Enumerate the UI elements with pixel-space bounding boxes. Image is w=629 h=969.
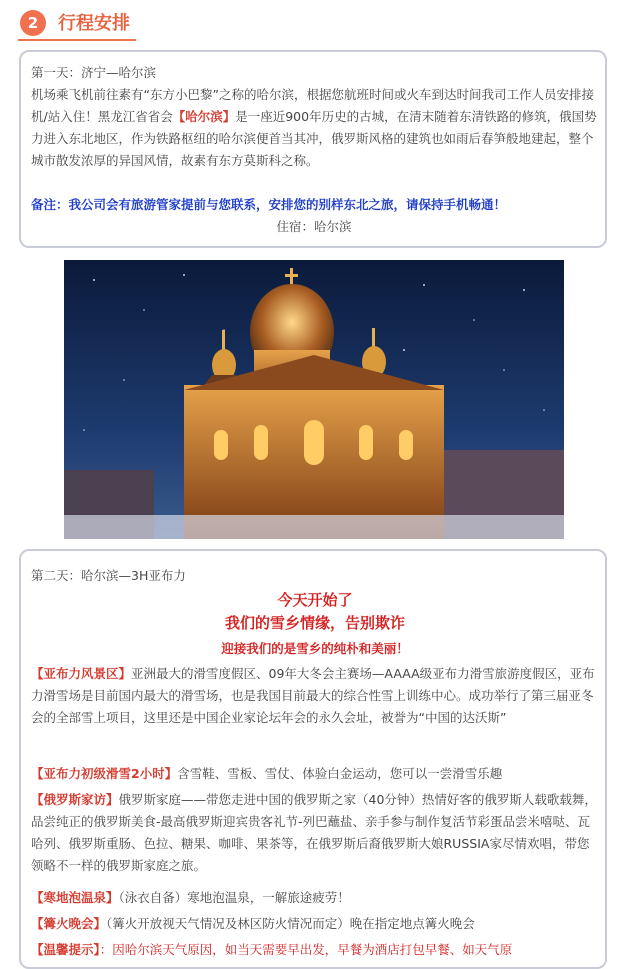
- item-text: （篝火开放视天气情况及林区防火情况而定）晚在指定地点篝火晚会: [106, 916, 475, 931]
- day2-tip: [31, 939, 597, 961]
- day2-item-yabuli-scenic: [31, 663, 597, 729]
- day1-card: [19, 50, 607, 248]
- day2-slogan-2: 我们的雪乡情缘，告别欺诈: [224, 614, 405, 632]
- section-title: 行程安排: [58, 13, 130, 34]
- day1-desc-before: 机场乘飞机前往素有“东方小巴黎”之称的哈尔滨，根据您航班时间或火车到达时间我司工作人员安排接机/站入住！黑龙江省省会: [31, 87, 594, 124]
- item-tag: 【亚布力风景区】: [31, 666, 132, 681]
- tip-tag: 【温馨提示】: [31, 942, 100, 957]
- day2-slogan-1: 今天开始了: [277, 591, 353, 609]
- item-tag: 【亚布力初级滑雪2小时】: [31, 766, 178, 781]
- item-tag: 【俄罗斯家访】: [31, 792, 119, 807]
- item-tag: 【篝火晚会】: [31, 916, 107, 931]
- day2-item-ski: [31, 763, 597, 785]
- day2-title: 第二天：哈尔滨—3H亚布力: [31, 568, 186, 583]
- church-photo: [64, 260, 564, 539]
- item-text: 亚洲最大的滑雪度假区、09年大冬会主赛场—AAAA级亚布力滑雪旅游度假区，亚布力滑雪场是目前国内最大的滑雪场，也是我国目前最大的综合性雪上训练中心。成功举行了第三届亚冬会的全部雪上项目，这里还是中国企业家论坛年会的永久会址，被誉为“中国的达沃斯”: [31, 666, 595, 725]
- day1-city-tag: 【哈尔滨】: [172, 109, 236, 124]
- church-night-image: [64, 260, 564, 539]
- item-text: 含雪鞋、雪板、雪仗、体验白金运动，您可以一尝滑雪乐趣: [177, 766, 503, 781]
- day2-item-russian-visit: [31, 789, 597, 877]
- section-number-badge: 2: [20, 10, 46, 36]
- day1-stay: 住宿：哈尔滨: [276, 219, 352, 234]
- day1-description: [31, 84, 597, 172]
- day1-note: 备注：我公司会有旅游管家提前与您联系，安排您的别样东北之旅，请保持手机畅通！: [31, 197, 507, 212]
- day1-desc-after: 是一座近900年历史的古城，在清末随着东清铁路的修筑，俄国势力进入东北地区，作为铁路枢纽的哈尔滨便首当其冲，俄罗斯风格的建筑也如雨后春笋般地建起，整个城市散发浓厚的异国风情，故素有东方莫斯科之称。: [31, 109, 597, 168]
- day2-item-hot-spring: [31, 887, 597, 909]
- tip-text: ：因哈尔滨天气原因，如当天需要早出发，早餐为酒店打包早餐、如天气原: [99, 942, 513, 957]
- section-underline: [18, 39, 136, 41]
- day2-slogan-3: 迎接我们的是雪乡的纯朴和美丽！: [221, 641, 409, 656]
- item-tag: 【寒地泡温泉】: [31, 890, 119, 905]
- item-text: 俄罗斯家庭——带您走进中国的俄罗斯之家（40分钟）热情好客的俄罗斯人载歌载舞，品尝纯正的俄罗斯美食-最高俄罗斯迎宾贵客礼节-列巴蘸盐、亲手参与制作复活节彩蛋品尝米嘻哒、瓦哈列、俄罗斯重肠、色拉、糖果、咖啡、果茶等，在俄罗斯后裔俄罗斯大娘RUSSIA家尽情欢唱，带您领略不一样的俄罗斯家庭之旅。: [31, 792, 597, 873]
- day2-item-bonfire: [31, 913, 597, 935]
- day1-title: 第一天：济宁—哈尔滨: [31, 65, 157, 80]
- day2-card: [19, 549, 607, 969]
- section-header: [18, 6, 228, 40]
- item-text: （泳衣自备）寒地泡温泉，一解旅途疲劳！: [118, 890, 350, 905]
